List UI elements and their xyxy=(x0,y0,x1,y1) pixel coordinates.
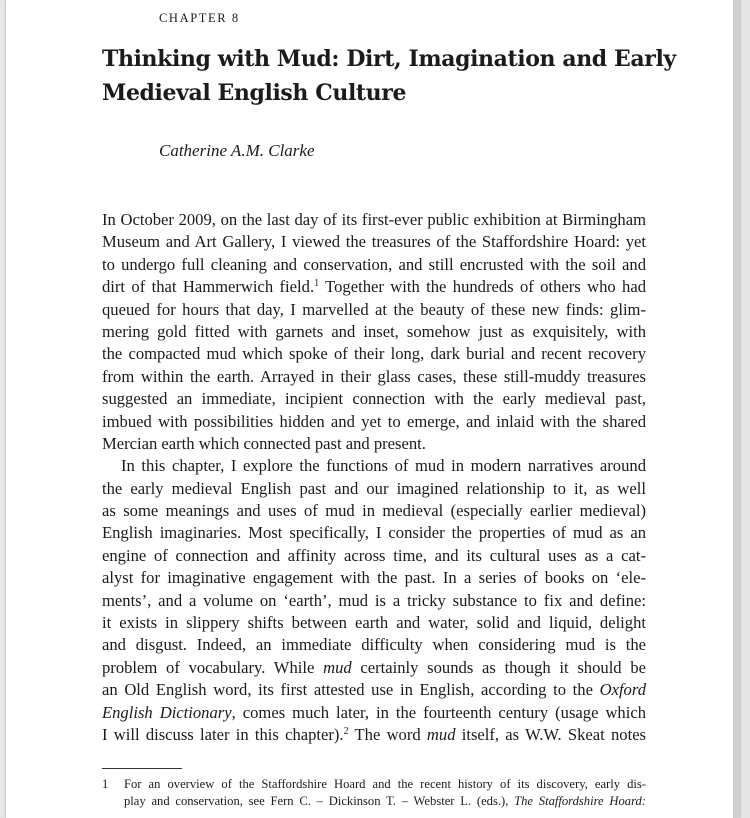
body-text xyxy=(102,209,646,746)
footnote-number: 1 xyxy=(102,777,109,791)
footnote-divider xyxy=(102,768,182,769)
body-line: mering gold fitted with garnets and inset, somehow just as exquisitely, with xyxy=(102,321,646,341)
body-line: the compacted mud which spoke of their long, dark burial and recent recovery xyxy=(102,344,646,364)
body-line: dirt of that Hammerwich field.$^1$ Together with the hundreds of others who had xyxy=(102,277,646,297)
body-line: ments’, and a volume on ‘earth’, mud is a tricky substance to fix and define: xyxy=(102,590,646,610)
body-line: problem of vocabulary. While mud certainly sounds as though it should be xyxy=(102,657,647,677)
body-line: English imaginaries. Most specifically, I consider the properties of mud as an xyxy=(102,523,646,543)
body-line: English Dictionary, comes much later, in the fourteenth century (usage which xyxy=(102,702,646,722)
body-line: the early medieval English past and our imagined relationship to it, as well xyxy=(102,478,646,498)
body-line: from within the earth. Arrayed in their glass cases, these still-muddy treasures xyxy=(102,366,646,386)
body-line: as some meanings and uses of mud in medieval (especially earlier medieval) xyxy=(102,501,646,521)
footnote-text xyxy=(124,776,646,810)
body-line: Mercian earth which connected past and present. xyxy=(102,433,426,453)
body-line: In October 2009, on the last day of its first-ever public exhibition at Birmingham xyxy=(102,210,646,229)
body-line: imbued with possibilities hidden and yet to emerge, and inlaid with the shared xyxy=(102,411,646,431)
body-line: queued for hours that day, I marvelled at the beauty of these new finds: glim- xyxy=(102,299,646,319)
body-line: an Old English word, its first attested use in English, according to the Oxford xyxy=(102,680,646,700)
footnotes xyxy=(102,776,646,810)
title-line-2: Medieval English Culture xyxy=(102,80,407,106)
body-line: I will discuss later in this chapter).$^2$ The word mud itself, as W.W. Skeat notes xyxy=(102,724,647,744)
body-line: it exists in slippery shifts between earth and water, solid and liquid, delight xyxy=(102,613,646,633)
page-edge-shadow xyxy=(733,0,740,818)
body-line: engine of connection and affinity across time, and its cultural uses as a cat- xyxy=(102,545,646,565)
body-line: suggested an immediate, incipient connection with the early medieval past, xyxy=(102,389,646,409)
footnote-ref-1[interactable]: 1 xyxy=(314,278,320,290)
body-line: Museum and Art Gallery, I viewed the treasures of the Staffordshire Hoard: yet xyxy=(102,232,646,252)
chapter-title xyxy=(102,42,676,110)
footnote-line: play and conservation, see Fern C. – Dickinson T. – Webster L. (eds.), The Staffordshire Hoard: xyxy=(124,794,646,808)
chapter-label: CHAPTER 8 xyxy=(159,11,240,25)
footnote-1 xyxy=(102,776,646,810)
body-line: to undergo full cleaning and conservation, and still encrusted with the soil and xyxy=(102,254,646,274)
body-line: and disgust. Indeed, an immediate difficulty when considering mud is the xyxy=(102,635,646,655)
author-name: Catherine A.M. Clarke xyxy=(159,141,315,160)
document-page xyxy=(6,0,740,818)
body-line: alyst for imaginative engagement with the past. In a series of books on ‘ele- xyxy=(102,568,646,588)
body-line: In this chapter, I explore the functions of mud in modern narratives around xyxy=(121,456,646,476)
footnote-line: For an overview of the Staffordshire Hoard and the recent history of its discovery, early dis- xyxy=(124,777,646,791)
title-line-1: Thinking with Mud: Dirt, Imagination and Early xyxy=(102,46,676,72)
footnote-ref-2[interactable]: 2 xyxy=(343,725,349,737)
